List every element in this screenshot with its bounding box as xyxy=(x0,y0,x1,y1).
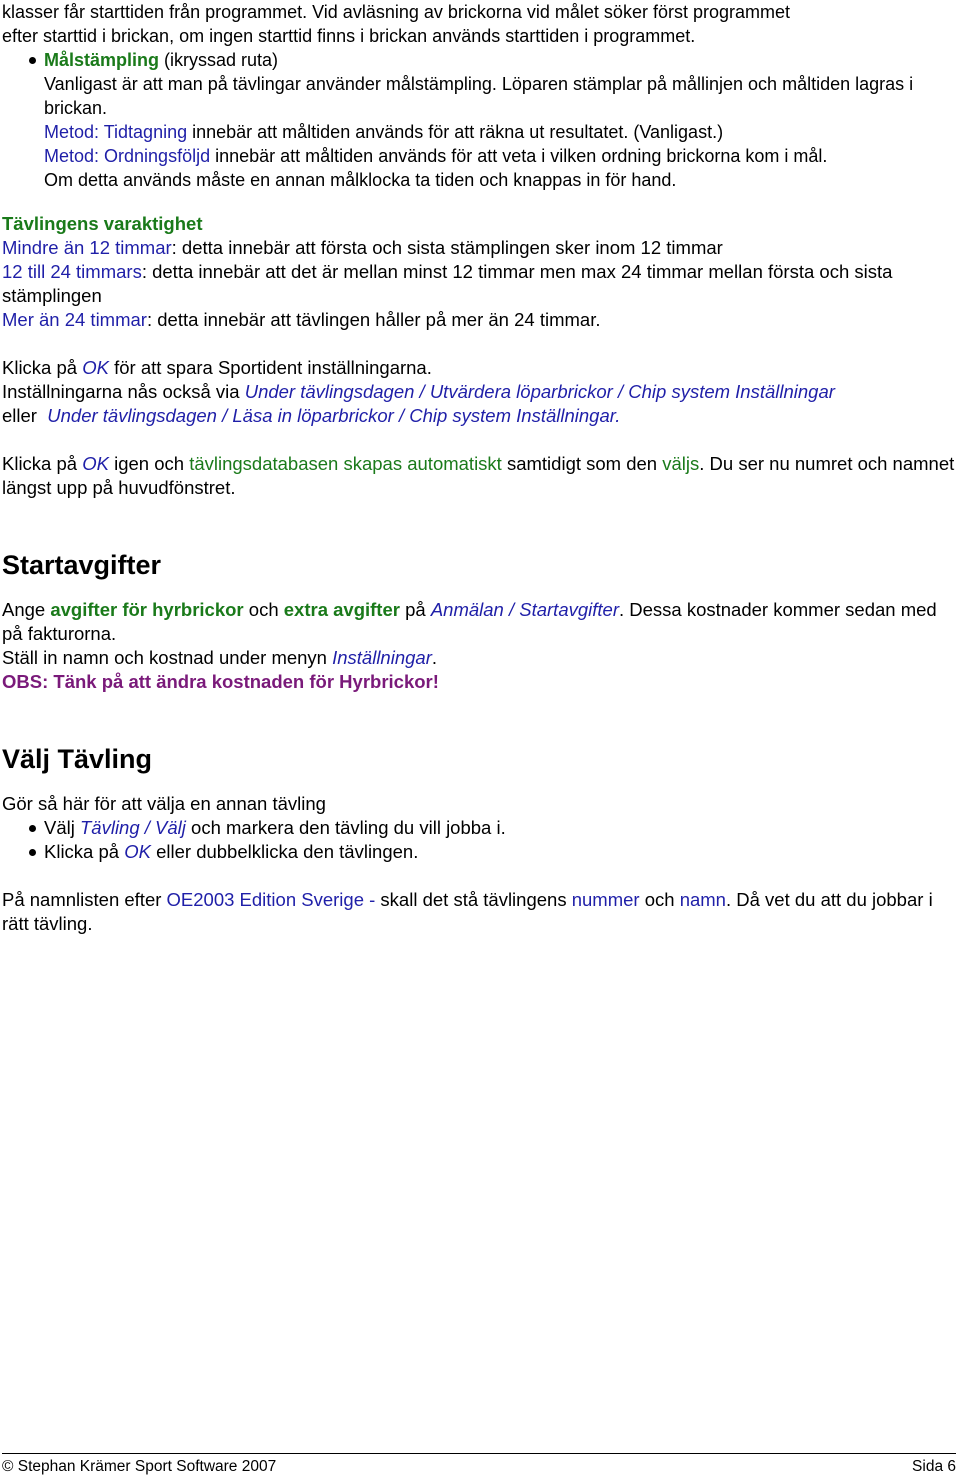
varaktighet-item-2-text: : detta innebär att det är mellan minst 12 timmar men max 24 timmar mellan första och sista stämplingen xyxy=(2,261,893,306)
malstampling-item xyxy=(2,48,956,192)
skapa-paragraph xyxy=(2,452,956,500)
varaktighet-item-1-text: : detta innebär att första och sista stämplingen sker inom 12 timmar xyxy=(171,237,723,258)
namnlist-post: . Då vet du att du jobbar i rätt tävling. xyxy=(2,889,933,934)
ok-button-ref-3: OK xyxy=(124,841,151,862)
spara-line xyxy=(2,356,956,380)
intro-line-2: efter starttid i brickan, om ingen starttid finns i brickan används starttiden i programmet. xyxy=(2,26,696,46)
namnlist-mid1: skall det stå tävlingens xyxy=(375,889,572,910)
namnlist-paragraph xyxy=(2,888,956,936)
skapa-mid2: samtidigt som den xyxy=(501,453,663,474)
ok-button-ref-2: OK xyxy=(82,453,109,474)
nas-eller: eller xyxy=(2,405,48,426)
metod-tidtagning-label: Metod: Tidtagning xyxy=(44,122,188,142)
menu-path-anmalan: Anmälan / Startavgifter xyxy=(430,599,619,620)
metod-tidtagning xyxy=(44,120,956,144)
ok-button-ref: OK xyxy=(82,357,109,378)
metod-ordningsfoljd-label: Metod: Ordningsföljd xyxy=(44,146,211,166)
varaktighet-heading: Tävlingens varaktighet xyxy=(2,213,203,234)
sa-p1-pre: Ange xyxy=(2,599,51,620)
varaktighet-item-3-text: : detta innebär att tävlingen håller på mer än 24 timmar. xyxy=(146,309,601,330)
malstampling-suffix: (ikryssad ruta) xyxy=(159,50,279,70)
malstampling-desc: Vanligast är att man på tävlingar använder målstämpling. Löparen stämplar på mållinjen och måltiden lagras i brickan. xyxy=(44,74,914,118)
skapa-post: . Du ser nu numret och namnet längst upp på huvudfönstret. xyxy=(2,453,955,498)
installningar-eller-line xyxy=(2,404,956,428)
varaktighet-section xyxy=(2,212,956,332)
sa-p2-pre: Ställ in namn och kostnad under menyn xyxy=(2,647,333,668)
nas-pre: Inställningarna nås också via xyxy=(2,381,245,402)
malstampling-list xyxy=(2,48,956,192)
sa-extra-avgifter: extra avgifter xyxy=(283,599,400,620)
startavgifter-p1 xyxy=(2,598,956,646)
valj-step-1 xyxy=(2,816,956,840)
skapa-mid1: igen och xyxy=(108,453,190,474)
varaktighet-item-3 xyxy=(2,308,956,332)
sa-p1-post: . Dessa kostnader kommer sedan med på fakturorna. xyxy=(2,599,937,644)
valj-step-2 xyxy=(2,840,956,864)
valj-b2-post: eller dubbelklicka den tävlingen. xyxy=(150,841,419,862)
varaktighet-item-2-label: 12 till 24 timmars xyxy=(2,261,142,282)
valj-section xyxy=(2,792,956,936)
sa-p1-mid: och xyxy=(243,599,284,620)
sa-p1-pa: på xyxy=(399,599,431,620)
obs-warning: OBS: Tänk på att ändra kostnaden för Hyrbrickor! xyxy=(2,671,439,692)
skapa-pre: Klicka på xyxy=(2,453,83,474)
namnlist-edition: OE2003 Edition Sverige - xyxy=(166,889,376,910)
document-page xyxy=(2,0,956,936)
varaktighet-item-1 xyxy=(2,236,956,260)
spara-pre: Klicka på xyxy=(2,357,83,378)
metod-ordningsfoljd xyxy=(44,144,956,168)
namnlist-namn: namn xyxy=(679,889,726,910)
valj-steps xyxy=(2,816,956,864)
startavgifter-section xyxy=(2,598,956,694)
menu-path-utvardera: Under tävlingsdagen / Utvärdera löparbrickor / Chip system Inställningar xyxy=(244,381,835,402)
menu-path-lasa-in: Under tävlingsdagen / Läsa in löparbrickor / Chip system Inställningar. xyxy=(47,405,621,426)
menu-path-installningar: Inställningar xyxy=(332,647,432,668)
namnlist-nummer: nummer xyxy=(571,889,640,910)
skapa-highlight: tävlingsdatabasen skapas automatiskt xyxy=(189,453,502,474)
varaktighet-item-3-label: Mer än 24 timmar xyxy=(2,309,147,330)
menu-path-tavling-valj: Tävling / Välj xyxy=(80,817,186,838)
valj-b1-pre: Välj xyxy=(44,817,80,838)
namnlist-mid2: och xyxy=(639,889,680,910)
metod-ordningsfoljd-extra: Om detta används måste en annan målklocka ta tiden och knappas in för hand. xyxy=(44,170,677,190)
intro-line-1: klasser får starttiden från programmet. Vid avläsning av brickorna vid målet söker först programmet xyxy=(2,2,790,22)
intro-paragraph xyxy=(2,0,956,48)
installningar-nas-line xyxy=(2,380,956,404)
page-footer xyxy=(2,1453,956,1478)
startavgifter-heading: Startavgifter xyxy=(2,550,162,580)
metod-ordningsfoljd-text: innebär att måltiden används för att veta i vilken ordning brickorna kom i mål. xyxy=(210,146,828,166)
valj-intro: Gör så här för att välja en annan tävling xyxy=(2,793,326,814)
varaktighet-item-1-label: Mindre än 12 timmar xyxy=(2,237,172,258)
spara-section xyxy=(2,356,956,428)
sa-hyrbrickor: avgifter för hyrbrickor xyxy=(50,599,244,620)
startavgifter-p2 xyxy=(2,646,956,670)
spara-post: för att spara Sportident inställningarna. xyxy=(108,357,432,378)
footer-page-number: Sida 6 xyxy=(912,1458,956,1475)
namnlist-pre: På namnlisten efter xyxy=(2,889,167,910)
varaktighet-item-2 xyxy=(2,260,956,308)
valj-b2-pre: Klicka på xyxy=(44,841,125,862)
sa-p2-post: . xyxy=(431,647,438,668)
malstampling-title: Målstämpling xyxy=(44,50,160,70)
valj-tavling-heading: Välj Tävling xyxy=(2,744,153,774)
footer-copyright: © Stephan Krämer Sport Software 2007 xyxy=(2,1458,277,1475)
metod-tidtagning-text: innebär att måltiden används för att räkna ut resultatet. (Vanligast.) xyxy=(187,122,724,142)
valj-b1-post: och markera den tävling du vill jobba i. xyxy=(185,817,506,838)
skapa-valjs: väljs xyxy=(662,453,700,474)
